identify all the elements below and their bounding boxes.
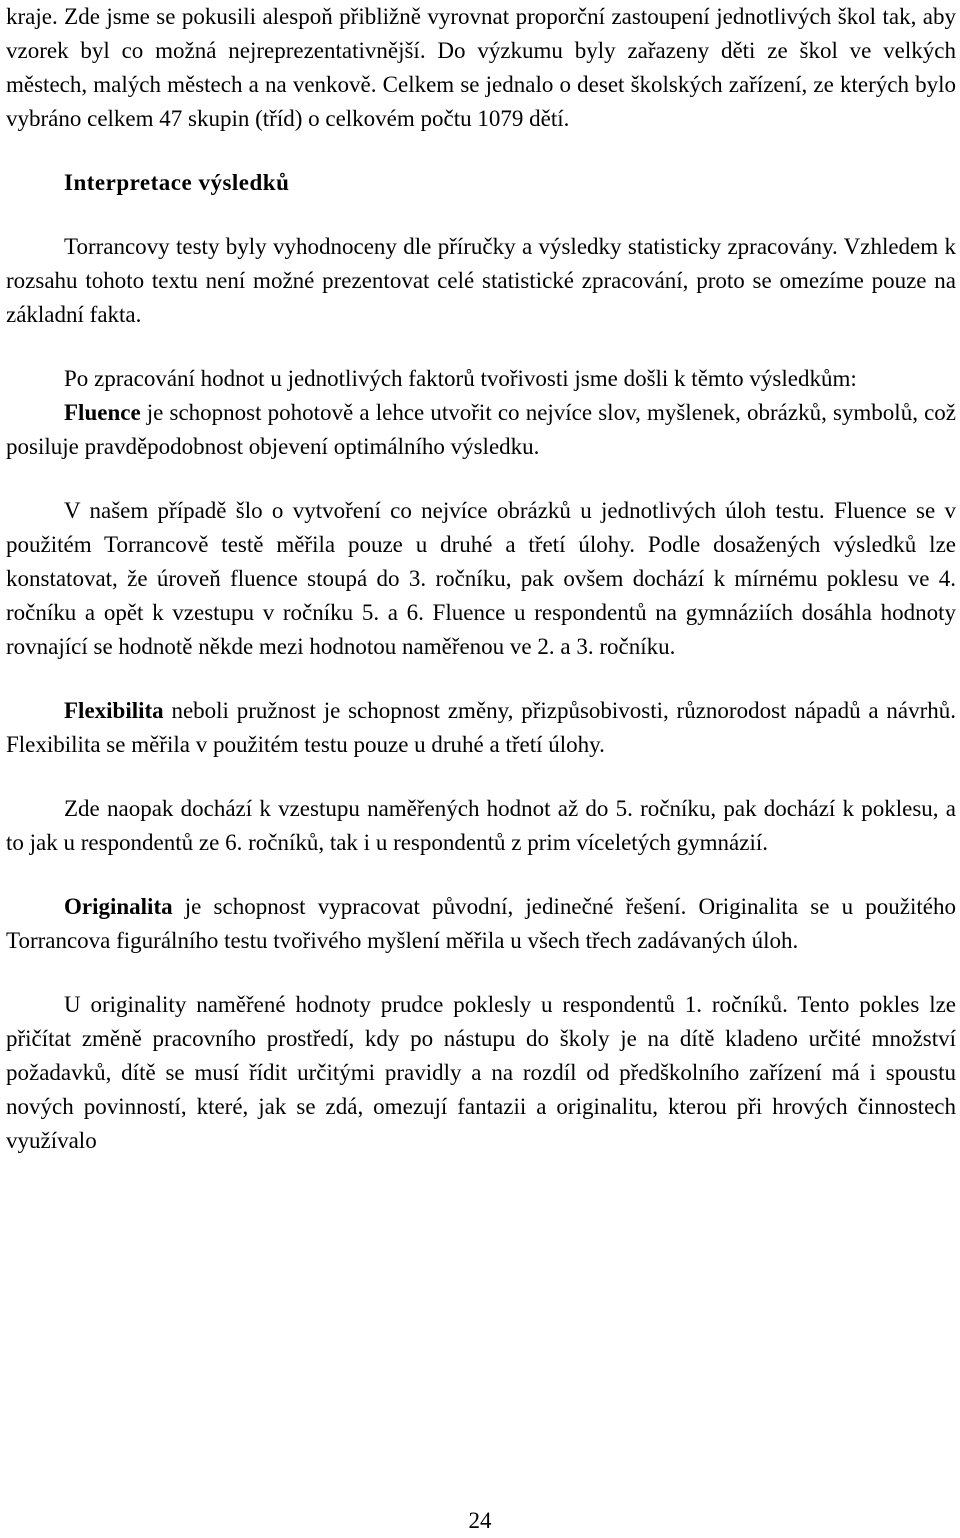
results-intro-paragraph: Po zpracování hodnot u jednotlivých faktorů tvořivosti jsme došli k těmto výsledkům: — [64, 366, 857, 391]
section-heading: Interpretace výsledků — [64, 170, 290, 195]
document-page — [6, 0, 956, 1158]
fluence-term: Fluence — [64, 400, 141, 425]
page-number: 24 — [468, 1508, 492, 1533]
spacer — [6, 464, 956, 494]
flexibilita-definition-text: neboli pružnost je schopnost změny, přizpůsobivosti, různorodost nápadů a návrhů. Flexibilita se měřila v použitém testu pouze u druhé a třetí úlohy. — [6, 698, 956, 757]
flexibilita-definition — [6, 694, 956, 762]
spacer — [6, 860, 956, 890]
intro-paragraph: kraje. Zde jsme se pokusili alespoň přibližně vyrovnat proporční zastoupení jednotlivých škol tak, aby vzorek byl co možná nejreprezentativnější. Do výzkumu byly zařazeny děti ze škol ve velkých městech, malých městech a na venkově. Celkem se jednalo o deset školských zařízení, ze kterých bylo vybráno celkem 47 skupin (tříd) o celkovém počtu 1079 dětí. — [6, 4, 956, 131]
spacer — [6, 762, 956, 792]
spacer — [6, 136, 956, 166]
originalita-definition — [6, 890, 956, 958]
originalita-results-paragraph: U originality naměřené hodnoty prudce poklesly u respondentů 1. ročníků. Tento pokles lze přičítat změně pracovního prostředí, kdy po nástupu do školy je na dítě kladeno určité množství požadavků, dítě se musí řídit určitými pravidly a na rozdíl od předškolního zařízení má i spoustu nových povinností, které, jak se zdá, omezují fantazii a originalitu, kterou při hrových činnostech využívalo — [6, 992, 956, 1153]
spacer — [6, 664, 956, 694]
originalita-term: Originalita — [64, 894, 173, 919]
flexibilita-term: Flexibilita — [64, 698, 164, 723]
flexibilita-results-paragraph: Zde naopak dochází k vzestupu naměřených hodnot až do 5. ročníku, pak dochází k poklesu, a to jak u respondentů ze 6. ročníků, tak i u respondentů z prim víceletých gymnázií. — [6, 796, 956, 855]
originalita-definition-text: je schopnost vypracovat původní, jedinečné řešení. Originalita se u použitého Torrancova figurálního testu tvořivého myšlení měřila u všech třech zadávaných úloh. — [6, 894, 956, 953]
spacer — [6, 332, 956, 362]
evaluation-paragraph: Torrancovy testy byly vyhodnoceny dle příručky a výsledky statisticky zpracovány. Vzhledem k rozsahu tohoto textu není možné prezentovat celé statistické zpracování, proto se omezíme pouze na základní fakta. — [6, 234, 956, 327]
fluence-results-paragraph: V našem případě šlo o vytvoření co nejvíce obrázků u jednotlivých úloh testu. Fluence se v použitém Torrancově testě měřila pouze u druhé a třetí úlohy. Podle dosažených výsledků lze konstatovat, že úroveň fluence stoupá do 3. ročníku, pak ovšem dochází k mírnému poklesu ve 4. ročníku a opět k vzestupu v ročníku 5. a 6. Fluence u respondentů na gymnáziích dosáhla hodnoty rovnající se hodnotě někde mezi hodnotou naměřenou ve 2. a 3. ročníku. — [6, 498, 956, 659]
spacer — [6, 958, 956, 988]
fluence-definition — [6, 396, 956, 464]
spacer — [6, 200, 956, 230]
fluence-definition-text: je schopnost pohotově a lehce utvořit co nejvíce slov, myšlenek, obrázků, symbolů, což posiluje pravděpodobnost objevení optimálního výsledku. — [6, 400, 956, 459]
